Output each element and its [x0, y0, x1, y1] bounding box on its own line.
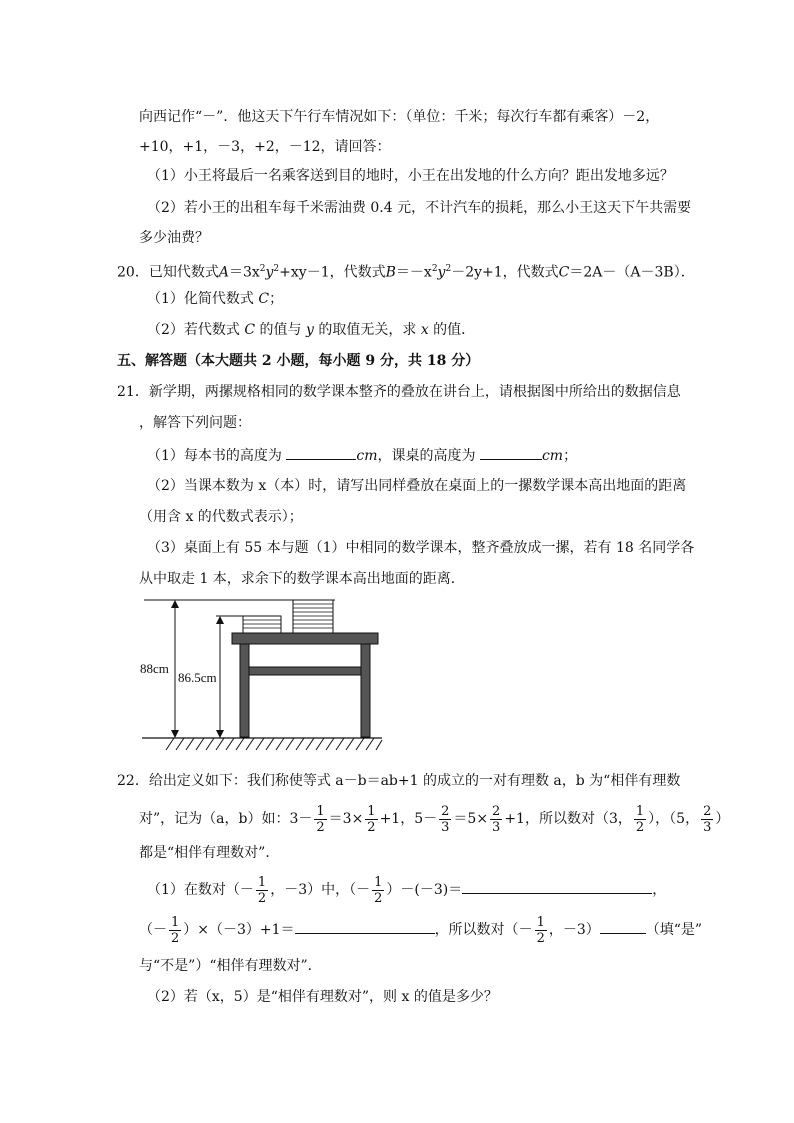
q22-part1-line3: 与“不是”）“相伴有理数对”． [139, 958, 322, 974]
q22-text: +1，5－ [379, 811, 438, 827]
expr-B-end: －2y+1，代数式 [451, 264, 559, 281]
q22-part1-line1 [147, 873, 666, 907]
q22-part1-text: ，－3）中，（－ [270, 882, 371, 898]
section-heading: 五、解答题（本大题共 2 小题，每小题 9 分，共 18 分） [117, 353, 480, 369]
var-x: x [420, 322, 429, 338]
var-C: C [258, 291, 270, 307]
q20-part2-end: 的值． [428, 322, 476, 338]
expr-A: ＝3x [228, 264, 260, 281]
unit-cm: cm [541, 448, 564, 464]
arrow-down-icon [216, 730, 224, 738]
desk-diagram [140, 596, 390, 760]
q22-text: ），（5， [648, 811, 700, 827]
q19-part2-line2: 多少油费？ [139, 230, 209, 246]
q21-part2-line2: （用含 x 的代数式表示）； [139, 509, 303, 525]
fraction-one-half: $\frac{1}{2}$ [257, 874, 267, 906]
arrow-down-icon [171, 730, 179, 738]
expr-C: ＝2A－（A－3B）． [569, 264, 695, 281]
q19-line1: 向西记作“－”．他这天下午行车情况如下：（单位：千米；每次行车都有乘客）－2， [139, 109, 660, 125]
exp-2: 2 [273, 264, 280, 274]
answer-blank[interactable] [600, 919, 646, 934]
q22-part1-text: ，－3） [548, 922, 600, 938]
q22-part1-text: ）－(－3)＝ [386, 882, 463, 898]
q20-stem [117, 259, 695, 283]
q20-part2 [147, 320, 475, 340]
var-y: y [437, 264, 446, 281]
q22-part1-line2 [139, 913, 702, 947]
q22-text: 对”，记为（a，b）如：3－ [139, 811, 313, 827]
q19-line2: +10，+1，－3，+2，－12，请回答： [139, 139, 391, 155]
q20-part1 [147, 289, 283, 309]
q20-number: 20． [117, 264, 149, 281]
exp-2: 2 [445, 264, 452, 274]
fraction-two-thirds: $\frac{2}{3}$ [441, 803, 450, 835]
q22-part1-text: （－ [139, 922, 167, 938]
q22-line3: 都是“相伴有理数对”． [139, 845, 280, 861]
q21-line2: ，解答下列问题： [139, 415, 251, 431]
q19-part1: （1）小王将最后一名乘客送到目的地时，小王在出发地的什么方向？距出发地多远？ [147, 168, 674, 184]
book-stack-large [293, 600, 333, 633]
q20-part1-end: ； [269, 291, 284, 307]
q22-part1-text: ，所以数对（－ [434, 922, 533, 938]
q22-part2: （2）若（x，5）是“相伴有理数对”，则 x 的值是多少？ [147, 989, 498, 1005]
q22-text: ＝3× [328, 811, 364, 827]
answer-blank[interactable] [480, 445, 542, 460]
arrow-up-icon [216, 616, 224, 624]
label-88cm: 88cm [140, 661, 169, 676]
q20-text: 已知代数式 [148, 264, 219, 281]
q21-part1 [147, 445, 577, 466]
answer-blank[interactable] [295, 919, 435, 934]
answer-blank[interactable] [462, 879, 652, 894]
exp-2: 2 [259, 264, 266, 274]
fraction-two-thirds: $\frac{2}{3}$ [492, 803, 501, 835]
var-B: B [385, 264, 396, 281]
q20-part2-text: 的值与 [255, 322, 306, 338]
fraction-one-half: $\frac{1}{2}$ [171, 914, 180, 946]
q22-text: ＝5× [453, 811, 489, 827]
fraction-one-half: $\frac{1}{2}$ [536, 914, 545, 946]
q22-line1: 22．给出定义如下：我们称使等式 a－b＝ab+1 的成立的一对有理数 a，b 为“相伴有理数 [117, 773, 681, 789]
q22-part1-text: ， [652, 882, 667, 898]
q21-part2-line1: （2）当课本数为 x（本）时，请写出同样叠放在桌面上的一摞数学课本高出地面的距离 [147, 478, 687, 494]
fraction-one-half: $\frac{1}{2}$ [374, 874, 383, 906]
q22-part1-text: （填“是” [645, 922, 703, 938]
q19-part2-line1: （2）若小王的出租车每千米需油费 0.4 元，不计汽车的损耗，那么小王这天下午共需要 [147, 200, 692, 216]
expr-A-end: +xy－1，代数式 [279, 264, 386, 281]
var-C: C [558, 264, 570, 281]
ground [142, 738, 382, 750]
var-C: C [244, 322, 256, 338]
q21-part1-text: （1）每本书的高度为 [147, 448, 282, 464]
unit-cm: cm [356, 448, 378, 464]
q22-part1-text: ）×（－3）+1＝ [183, 922, 295, 938]
q20-part2-text: （2）若代数式 [147, 322, 245, 338]
arrow-up-icon [171, 600, 179, 608]
fraction-one-half: $\frac{1}{2}$ [316, 803, 325, 835]
q22-text: ） [715, 811, 730, 827]
q21-line1: 21．新学期，两摞规格相同的数学课本整齐的叠放在讲台上，请根据图中所给出的数据信息 [117, 384, 681, 400]
q20-part2-text: 的取值无关，求 [313, 322, 421, 338]
q21-part3-line2: 从中取走 1 本，求余下的数学课本高出地面的距离． [139, 571, 465, 587]
q20-part1-text: （1）化简代数式 [147, 291, 259, 307]
exp-2: 2 [431, 264, 438, 274]
expr-B: ＝－x [395, 264, 432, 281]
book-stack-small [243, 616, 281, 633]
desk [232, 633, 378, 737]
fraction-one-half: $\frac{1}{2}$ [367, 803, 376, 835]
answer-blank[interactable] [286, 445, 356, 460]
q22-text: +1，所以数对（3， [504, 811, 632, 827]
var-y: y [265, 264, 274, 281]
fraction-one-half: $\frac{1}{2}$ [635, 803, 645, 835]
q21-part3-line1: （3）桌面上有 55 本与题（1）中相同的数学课本，整齐叠放成一摞，若有 18 名同学各 [147, 540, 695, 556]
q22-part1-text: （1）在数对（－ [147, 882, 254, 898]
var-y: y [305, 322, 314, 338]
q21-part1-end: ； [563, 448, 578, 464]
label-86-5cm: 86.5cm [178, 670, 217, 685]
var-A: A [218, 264, 229, 281]
fraction-two-thirds: $\frac{2}{3}$ [703, 803, 712, 835]
q21-part1-text: ，课桌的高度为 [377, 448, 476, 464]
q22-line2 [139, 802, 729, 836]
